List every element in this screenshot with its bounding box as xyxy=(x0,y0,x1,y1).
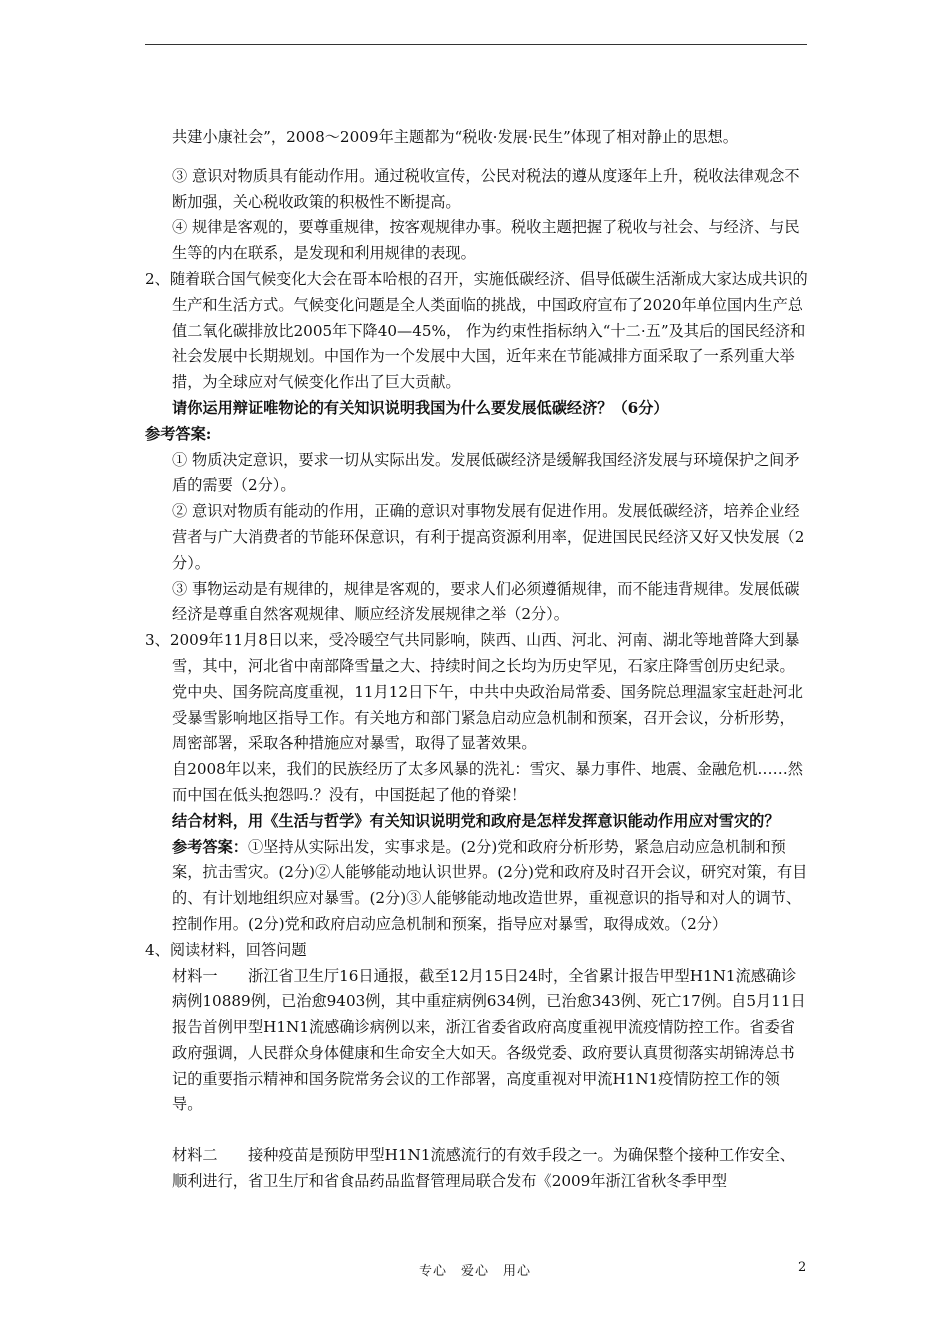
page-number: 2 xyxy=(798,1260,807,1275)
answer-label: 参考答案: xyxy=(145,424,212,443)
question-2-prompt: 请你运用辩证唯物论的有关知识说明我国为什么要发展低碳经济？（6分） xyxy=(172,398,669,417)
footer-motto: 专心 爱心 用心 xyxy=(418,1264,531,1279)
question-4-title: 4、阅读材料，回答问题 xyxy=(145,940,307,959)
material-1: 材料一 浙江省卫生厅16日通报，截至12月15日24时，全省累计报告甲型H1N1流感确诊病例10889例，已治愈9403例，其中重症病例634例，已治愈343例、死亡17例。自5月11日报告首例甲型H1N1流感确诊病例以来，浙江省委省政府高度重视甲流疫情防控工作。省委省政府强调，人民群众身体健康和生命安全大如天。各级党委、政府要认真贯彻落实胡锦涛总书记的重要指示精神和国务院常务会议的工作部署，高度重视对甲流H1N1疫情防控工作的领导。 xyxy=(172,966,806,1114)
header-rule xyxy=(145,44,807,45)
answer-item: ① 物质决定意识，要求一切从实际出发。发展低碳经济是缓解我国经济发展与环境保护之间矛盾的需要（2分）。 xyxy=(172,450,800,495)
question-3-prompt xyxy=(145,809,809,835)
answer-text: ①坚持从实际出发，实事求是。(2分)党和政府分析形势，紧急启动应急机制和预案，抗击雪灾。(2分)②人能够能动地认识世界。(2分)党和政府及时召开会议，研究对策，有目的、有计划地组织应对暴雪。(2分)③人能够能动地改造世界，重视意识的指导和对人的调节、控制作用。(2分)党和政府启动应急机制和预案，指导应对暴雪，取得成效。（2分） xyxy=(172,837,808,933)
document-body xyxy=(145,125,809,1195)
question-2-text: 2、随着联合国气候变化大会在哥本哈根的召开，实施低碳经济、倡导低碳生活渐成大家达成共识的生产和生活方式。气候变化问题是全人类面临的挑战，中国政府宣布了2020年单位国内生产总值二氧化碳排放比2005年下降40—45%， 作为约束性指标纳入“十二·五”及其后的国民经济和社会发展中长期规划。中国作为一个发展中大国，近年来在节能减排方面采取了一系列重大举措，为全球应对气候变化作出了巨大贡献。 xyxy=(145,269,808,392)
paragraph: 自2008年以来，我们的民族经历了太多风暴的洗礼：雪灾、暴力事件、地震、金融危机……然而中国在低头抱怨吗.？没有，中国挺起了他的脊梁！ xyxy=(172,760,803,804)
paragraph: ④ 规律是客观的，要尊重规律，按客观规律办事。税收主题把握了税收与社会、与经济、与民生等的内在联系，是发现和利用规律的表现。 xyxy=(172,218,800,263)
answer-paragraph xyxy=(145,835,809,938)
answer-label: 参考答案： xyxy=(172,837,248,856)
material-2: 材料二 接种疫苗是预防甲型H1N1流感流行的有效手段之一。为确保整个接种工作安全、顺利进行，省卫生厅和省食品药品监督管理局联合发布《2009年浙江省秋冬季甲型 xyxy=(172,1146,795,1191)
paragraph: ③ 意识对物质具有能动作用。通过税收宣传，公民对税法的遵从度逐年上升，税收法律观念不断加强，关心税收政策的积极性不断提高。 xyxy=(172,166,800,211)
answer-item: ③ 事物运动是有规律的，规律是客观的，要求人们必须遵循规律，而不能违背规律。发展低碳经济是尊重自然客观规律、顺应经济发展规律之举（2分）。 xyxy=(172,579,800,624)
paragraph: 共建小康社会”，2008～2009年主题都为“税收·发展·民生”体现了相对静止的思想。 xyxy=(172,128,738,146)
question-3-text: 3、2009年11月8日以来，受冷暖空气共同影响，陕西、山西、河北、河南、湖北等地普降大到暴雪，其中，河北省中南部降雪量之大、持续时间之长均为历史罕见，石家庄降雪创历史纪录。党中央、国务院高度重视，11月12日下午，中共中央政治局常委、国务院总理温家宝赶赴河北受暴雪影响地区指导工作。有关地方和部门紧急启动应急机制和预案，召开会议，分析形势，周密部署，采取各种措施应对暴雪，取得了显著效果。 xyxy=(145,631,803,753)
answer-item: ② 意识对物质有能动的作用，正确的意识对事物发展有促进作用。发展低碳经济，培养企业经营者与广大消费者的节能环保意识，有利于提高资源利用率，促进国民民经济又好又快发展（2分）。 xyxy=(172,502,805,572)
question-3-prompt-text: 结合材料，用《生活与哲学》有关知识说明党和政府是怎样发挥意识能动作用应对雪灾的？ xyxy=(172,811,780,830)
